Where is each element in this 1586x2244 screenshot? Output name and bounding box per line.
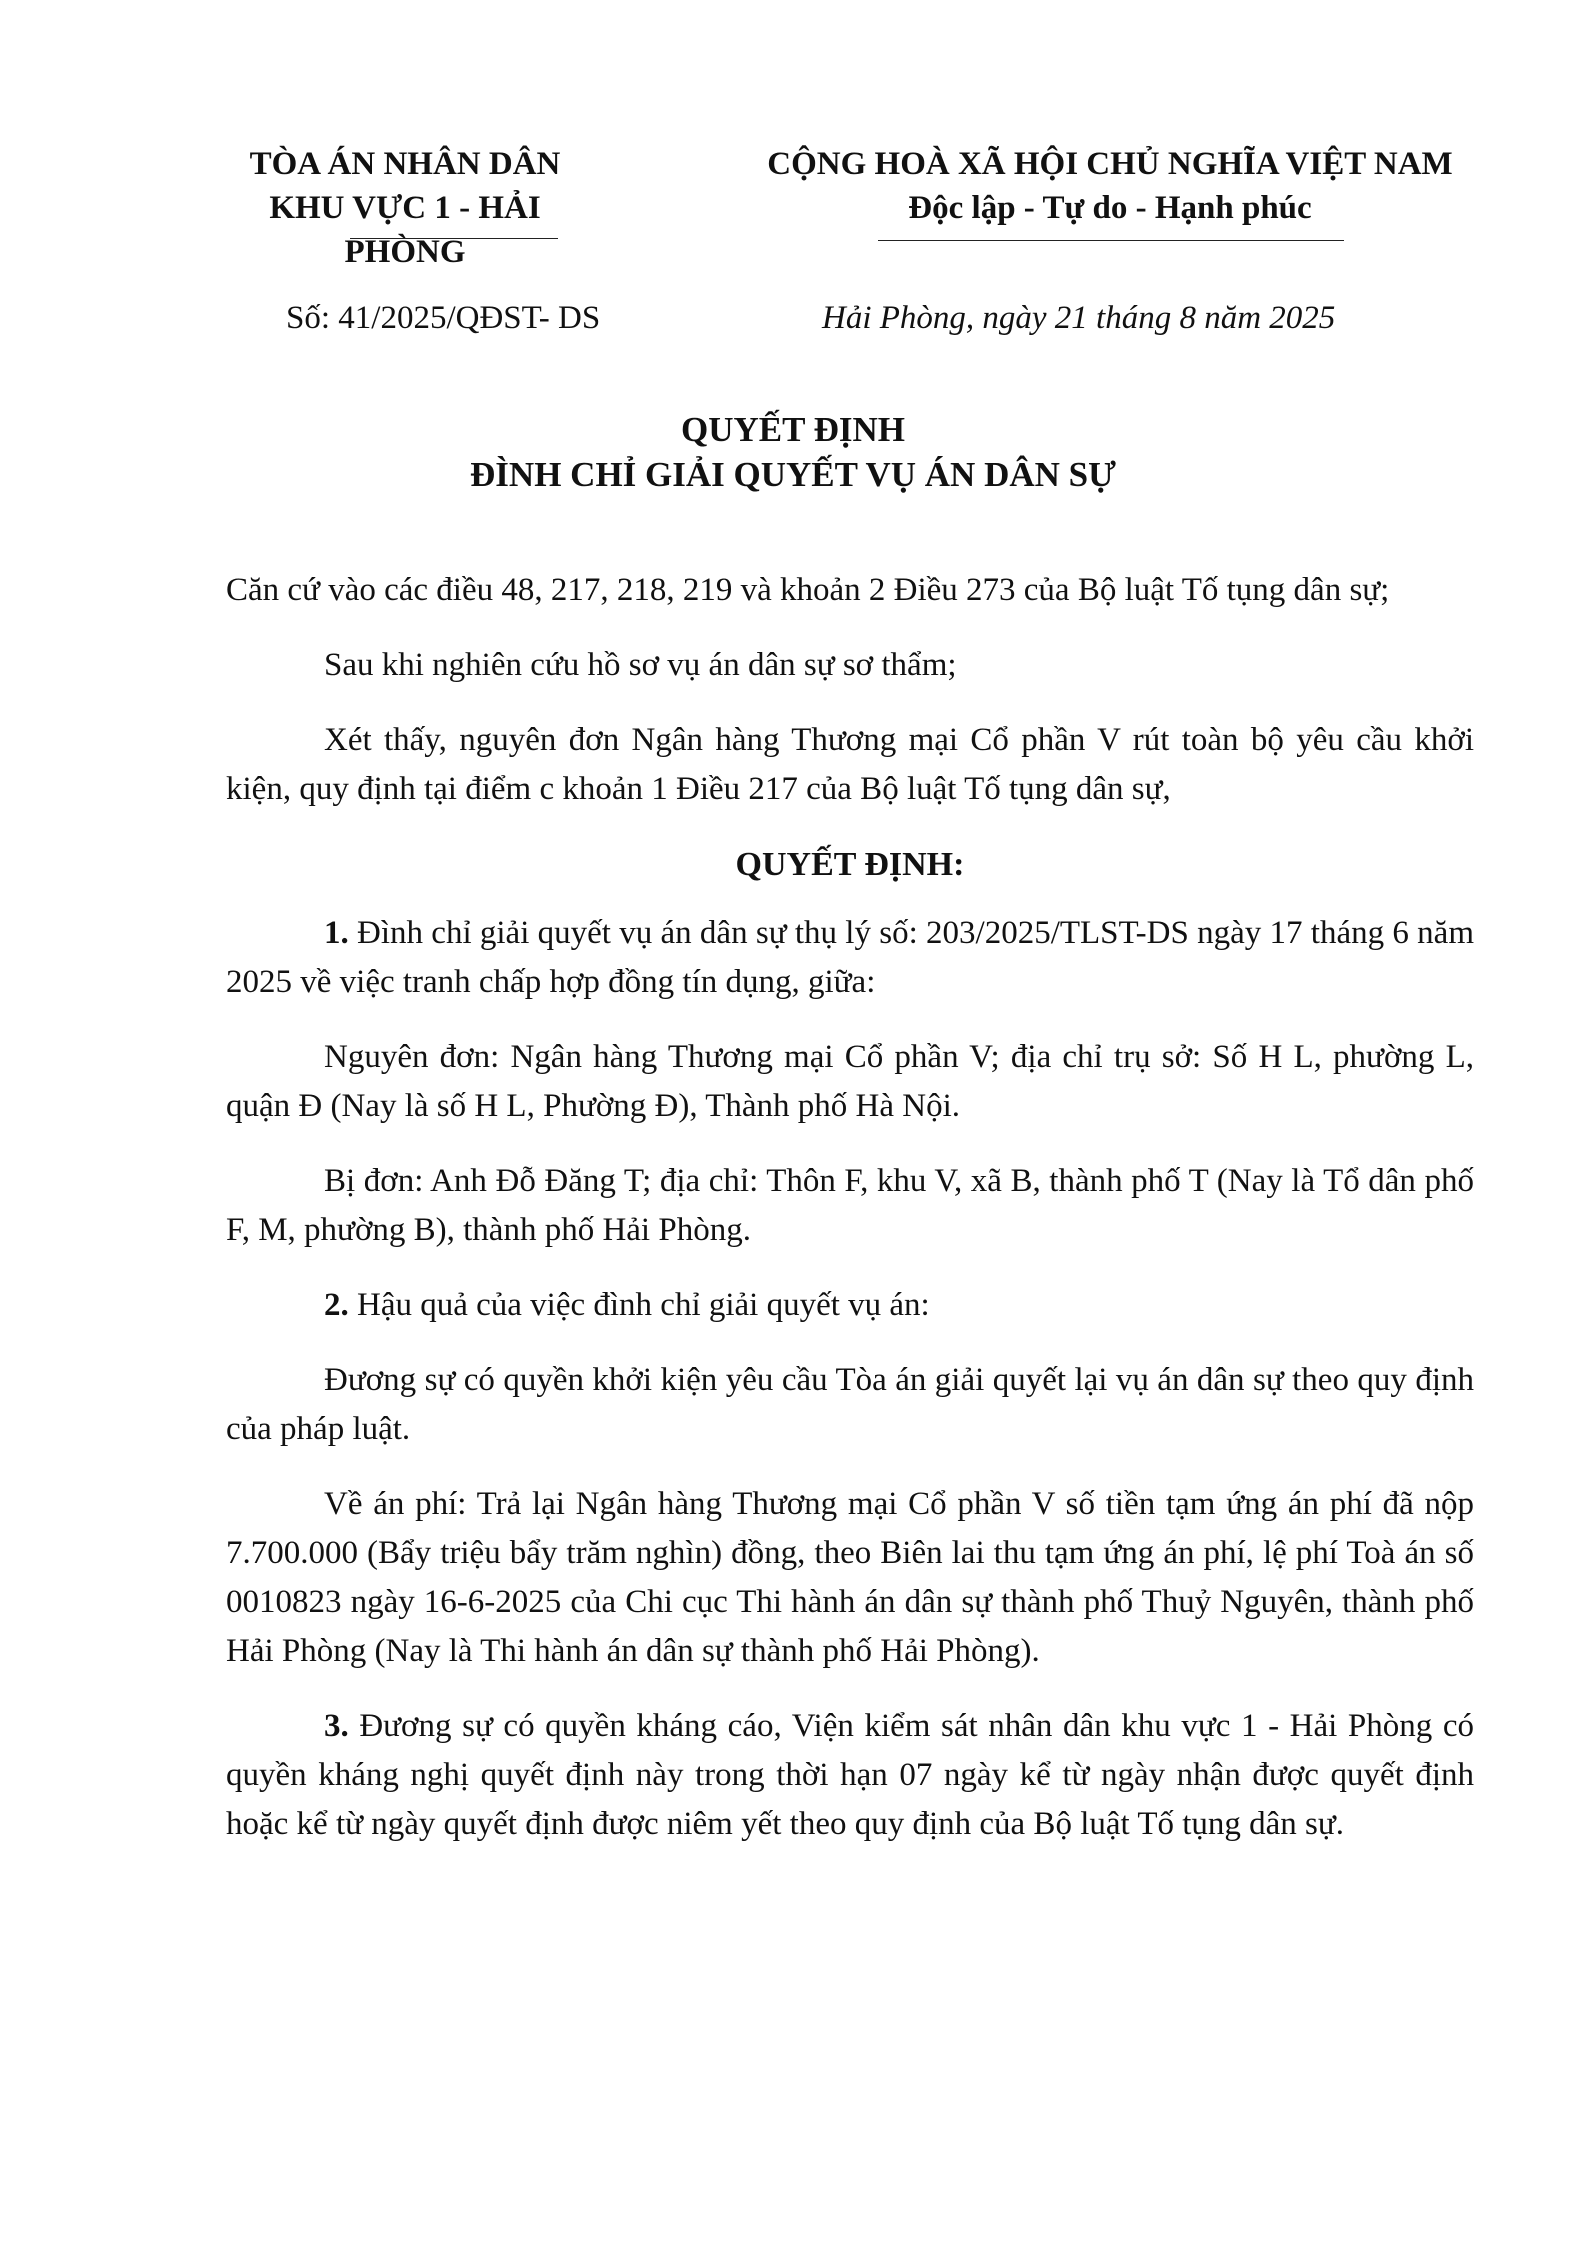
court-header xyxy=(225,142,585,274)
preamble-review: Sau khi nghiên cứu hồ sơ vụ án dân sự sơ thẩm; xyxy=(324,647,957,683)
court-fee-text: Về án phí: Trả lại Ngân hàng Thương mại Cổ phần V số tiền tạm ứng án phí đã nộp 7.700.000 (Bẩy triệu bẩy trăm nghìn) đồng, theo Biên lai thu tạm ứng án phí, lệ phí Toà án số 0010823 ngày 16-6-2025 của Chi cục Thi hành án dân sự thành phố Thuỷ Nguyên, thành phố Hải Phòng (Nay là Thi hành án dân sự thành phố Hải Phòng). xyxy=(226,1486,1474,1669)
decision-item-2 xyxy=(226,1281,1474,1330)
court-name: TÒA ÁN NHÂN DÂN xyxy=(249,146,561,182)
document-subtitle: ĐÌNH CHỈ GIẢI QUYẾT VỤ ÁN DÂN SỰ xyxy=(470,455,1116,494)
item-1-number: 1. xyxy=(324,915,349,951)
consequence-text: Đương sự có quyền khởi kiện yêu cầu Tòa án giải quyết lại vụ án dân sự theo quy định của pháp luật. xyxy=(226,1362,1474,1447)
item-2-number: 2. xyxy=(324,1287,349,1323)
nation-name: CỘNG HOÀ XÃ HỘI CHỦ NGHĨA VIỆT NAM xyxy=(767,146,1453,182)
decision-item-1 xyxy=(226,909,1474,1007)
preamble-legal-basis: Căn cứ vào các điều 48, 217, 218, 219 và khoản 2 Điều 273 của Bộ luật Tố tụng dân sự; xyxy=(226,572,1390,608)
nation-motto: Độc lập - Tự do - Hạnh phúc xyxy=(908,190,1312,226)
court-header-rule xyxy=(350,238,558,239)
item-1-text: Đình chỉ giải quyết vụ án dân sự thụ lý số: 203/2025/TLST-DS ngày 17 tháng 6 năm 2025 về việc tranh chấp hợp đồng tín dụng, giữa: xyxy=(226,915,1474,1000)
nation-header xyxy=(735,142,1485,230)
preamble-finding: Xét thấy, nguyên đơn Ngân hàng Thương mại Cổ phần V rút toàn bộ yêu cầu khởi kiện, quy định tại điểm c khoản 1 Điều 217 của Bộ luật Tố tụng dân sự, xyxy=(226,722,1474,807)
document-title: QUYẾT ĐỊNH xyxy=(681,410,905,449)
item-2-text: Hậu quả của việc đình chỉ giải quyết vụ án: xyxy=(348,1287,930,1323)
item-3-number: 3. xyxy=(324,1708,349,1744)
document-body xyxy=(226,566,1474,1875)
nation-header-rule xyxy=(878,240,1344,241)
decision-heading: QUYẾT ĐỊNH: xyxy=(735,846,965,883)
defendant-info: Bị đơn: Anh Đỗ Đăng T; địa chỉ: Thôn F, khu V, xã B, thành phố T (Nay là Tổ dân phố F, M, phường B), thành phố Hải Phòng. xyxy=(226,1163,1474,1248)
court-region: KHU VỰC 1 - HẢI PHÒNG xyxy=(269,190,541,270)
place-date: Hải Phòng, ngày 21 tháng 8 năm 2025 xyxy=(822,300,1336,336)
document-number: Số: 41/2025/QĐST- DS xyxy=(286,300,601,336)
item-3-text: Đương sự có quyền kháng cáo, Viện kiểm sát nhân dân khu vực 1 - Hải Phòng có quyền kháng nghị quyết định này trong thời hạn 07 ngày kể từ ngày nhận được quyết định hoặc kể từ ngày quyết định được niêm yết theo quy định của Bộ luật Tố tụng dân sự. xyxy=(226,1708,1474,1842)
plaintiff-info: Nguyên đơn: Ngân hàng Thương mại Cổ phần V; địa chỉ trụ sở: Số H L, phường L, quận Đ (Nay là số H L, Phường Đ), Thành phố Hà Nội. xyxy=(226,1039,1474,1124)
decision-item-3 xyxy=(226,1702,1474,1849)
